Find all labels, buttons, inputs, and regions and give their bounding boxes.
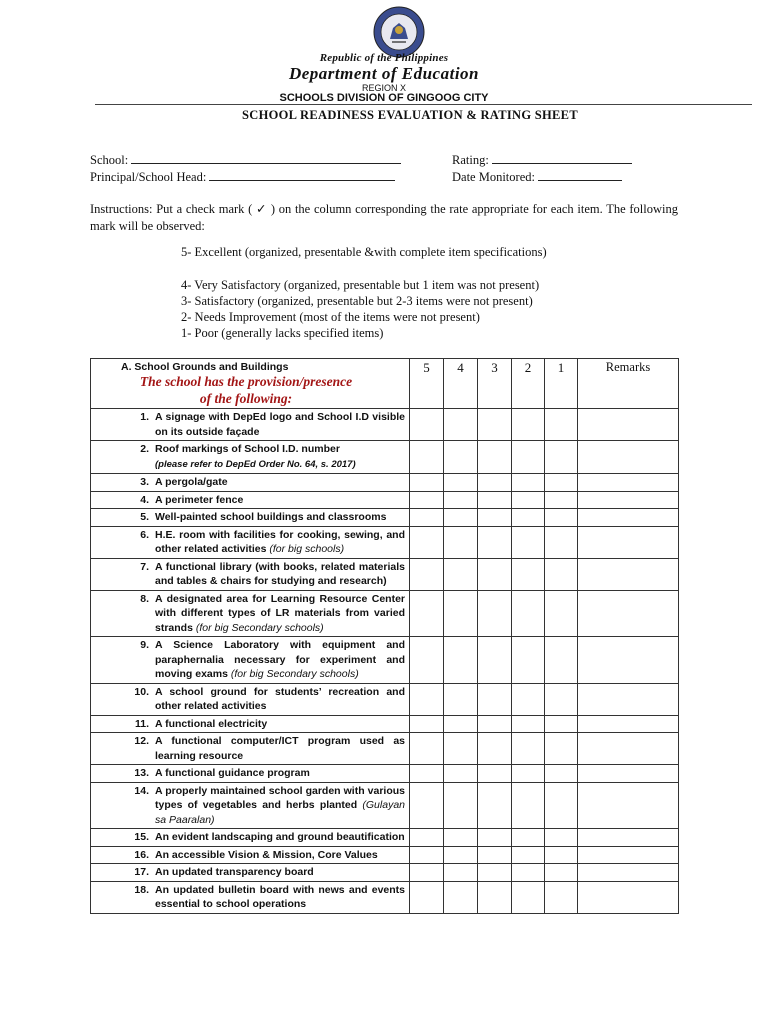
item-label: A functional guidance program	[155, 767, 310, 779]
remarks-cell[interactable]	[578, 409, 679, 441]
rating-cell-1[interactable]	[545, 829, 578, 847]
rating-cell-3[interactable]	[478, 683, 512, 715]
region-heading: REGION X	[361, 83, 406, 93]
item-text	[91, 441, 409, 473]
section-subtitle-line2: of the following:	[199, 391, 293, 406]
item-text	[91, 509, 409, 526]
rating-cell-1[interactable]	[545, 637, 578, 684]
instructions-text: Instructions: Put a check mark ( ✓ ) on the column corresponding the rate appropriate for each item. The following mark will be observed:	[90, 202, 678, 233]
rating-cell-1[interactable]	[545, 441, 578, 474]
rating-cell-4[interactable]	[444, 637, 478, 684]
item-description	[155, 685, 405, 714]
item-text	[91, 765, 409, 782]
rating-cell-2[interactable]	[512, 509, 545, 527]
rating-cell-2[interactable]	[512, 474, 545, 492]
rating-cell-1[interactable]	[545, 474, 578, 492]
rating-cell-5[interactable]	[410, 715, 444, 733]
item-number: 11.	[134, 717, 149, 730]
rating-cell-1[interactable]	[545, 590, 578, 637]
item-description	[155, 560, 405, 589]
remarks-cell[interactable]	[578, 829, 679, 847]
item-description	[155, 510, 405, 525]
rating-cell-4[interactable]	[444, 782, 478, 829]
table-row	[91, 683, 679, 715]
remarks-cell[interactable]	[578, 590, 679, 637]
rating-cell-1[interactable]	[545, 765, 578, 783]
item-text	[91, 492, 409, 509]
rating-cell-3[interactable]	[478, 715, 512, 733]
item-note: (please refer to DepEd Order No. 64, s. 2017)	[155, 458, 356, 470]
col-header-remarks: Remarks	[578, 359, 679, 409]
rating-cell-2[interactable]	[512, 491, 545, 509]
table-row	[91, 715, 679, 733]
item-description	[155, 592, 405, 636]
item-description	[155, 883, 405, 912]
table-row	[91, 765, 679, 783]
rating-cell-1[interactable]	[545, 881, 578, 913]
item-text	[91, 559, 409, 590]
table-row	[91, 829, 679, 847]
item-text	[91, 864, 409, 881]
item-number: 16.	[134, 848, 149, 861]
rating-cell-2[interactable]	[512, 864, 545, 882]
table-header-row	[91, 359, 679, 409]
rating-cell-5[interactable]	[410, 782, 444, 829]
rating-cell-1[interactable]	[545, 509, 578, 527]
item-description	[155, 717, 405, 732]
item-text	[91, 733, 409, 764]
col-header-1: 1	[545, 359, 578, 409]
col-header-4: 4	[444, 359, 478, 409]
section-header-cell	[91, 359, 410, 409]
table-row	[91, 409, 679, 441]
item-number: 9.	[140, 639, 149, 651]
item-note: (for big schools)	[269, 543, 345, 555]
item-text	[91, 637, 409, 683]
rating-cell-1[interactable]	[545, 846, 578, 864]
rating-cell-5[interactable]	[410, 765, 444, 783]
rating-cell-4[interactable]	[444, 846, 478, 864]
remarks-cell[interactable]	[578, 558, 679, 590]
scale-poor: 1- Poor (generally lacks specified items)	[181, 326, 384, 340]
item-description	[155, 830, 405, 845]
table-row	[91, 526, 679, 558]
rating-cell-1[interactable]	[545, 526, 578, 558]
col-header-5: 5	[410, 359, 444, 409]
rating-cell-5[interactable]	[410, 683, 444, 715]
item-cell	[91, 846, 410, 864]
rating-cell-4[interactable]	[444, 474, 478, 492]
rating-cell-3[interactable]	[478, 846, 512, 864]
item-cell	[91, 765, 410, 783]
item-number: 18.	[134, 883, 149, 896]
rating-cell-4[interactable]	[444, 733, 478, 765]
item-number: 2.	[140, 443, 149, 455]
rating-cell-2[interactable]	[512, 683, 545, 715]
item-text	[91, 829, 409, 846]
rating-cell-1[interactable]	[545, 733, 578, 765]
item-cell	[91, 683, 410, 715]
item-description	[155, 638, 405, 682]
remarks-cell[interactable]	[578, 637, 679, 684]
item-text	[91, 591, 409, 637]
rating-cell-2[interactable]	[512, 637, 545, 684]
rating-cell-4[interactable]	[444, 765, 478, 783]
col-header-3: 3	[478, 359, 512, 409]
rating-cell-5[interactable]	[410, 474, 444, 492]
rating-blank[interactable]	[492, 152, 632, 164]
rating-cell-3[interactable]	[478, 474, 512, 492]
col-header-2: 2	[512, 359, 545, 409]
item-note: (for big Secondary schools)	[230, 668, 359, 680]
rating-cell-5[interactable]	[410, 846, 444, 864]
item-cell	[91, 491, 410, 509]
rating-cell-1[interactable]	[545, 864, 578, 882]
rating-cell-3[interactable]	[478, 765, 512, 783]
table-row	[91, 590, 679, 637]
rating-cell-4[interactable]	[444, 864, 478, 882]
rating-cell-2[interactable]	[512, 441, 545, 474]
rating-cell-3[interactable]	[478, 509, 512, 527]
school-blank[interactable]	[131, 152, 401, 164]
rating-cell-5[interactable]	[410, 441, 444, 474]
item-number: 17.	[134, 866, 149, 878]
rating-cell-1[interactable]	[545, 409, 578, 441]
item-text	[91, 783, 409, 829]
item-description	[155, 493, 405, 508]
item-description	[155, 766, 405, 781]
item-label: An updated bulletin board with news and events essential to school operations	[155, 883, 405, 910]
item-number: 6.	[140, 528, 149, 541]
table-row	[91, 558, 679, 590]
rating-cell-3[interactable]	[478, 491, 512, 509]
rating-cell-3[interactable]	[478, 441, 512, 474]
rating-cell-3[interactable]	[478, 829, 512, 847]
item-description	[155, 410, 405, 439]
item-description	[155, 784, 405, 828]
item-text	[91, 847, 409, 864]
remarks-cell[interactable]	[578, 526, 679, 558]
remarks-cell[interactable]	[578, 683, 679, 715]
rating-table	[90, 358, 679, 914]
item-cell	[91, 526, 410, 558]
rating-cell-2[interactable]	[512, 881, 545, 913]
scale-very-satisfactory: 4- Very Satisfactory (organized, presentable but 1 item was not present)	[181, 278, 540, 292]
rating-cell-2[interactable]	[512, 526, 545, 558]
rating-cell-5[interactable]	[410, 409, 444, 441]
rating-cell-2[interactable]	[512, 409, 545, 441]
item-cell	[91, 829, 410, 847]
department-heading: Department of Education	[288, 64, 479, 83]
rating-cell-4[interactable]	[444, 683, 478, 715]
item-label: An accessible Vision & Mission, Core Values	[155, 848, 378, 861]
item-number: 15.	[134, 831, 149, 843]
principal-label: Principal/School Head:	[90, 170, 207, 184]
item-number: 3.	[140, 476, 149, 488]
rating-cell-2[interactable]	[512, 590, 545, 637]
rating-cell-2[interactable]	[512, 829, 545, 847]
rating-cell-5[interactable]	[410, 558, 444, 590]
rating-cell-3[interactable]	[478, 409, 512, 441]
rating-cell-4[interactable]	[444, 590, 478, 637]
item-description	[155, 475, 405, 490]
header-divider	[95, 104, 752, 105]
item-label: A functional library (with books, related materials and tables & chairs for studying and research)	[155, 560, 405, 587]
item-cell	[91, 782, 410, 829]
rating-cell-1[interactable]	[545, 558, 578, 590]
item-label: Well-painted school buildings and classrooms	[155, 511, 387, 523]
item-number: 10.	[134, 685, 149, 698]
item-number: 8.	[140, 592, 149, 605]
republic-heading: Republic of the Philippines	[319, 52, 449, 64]
item-label: A designated area for Learning Resource Center with different types of LR materials from varied strands	[155, 592, 405, 634]
rating-cell-3[interactable]	[478, 526, 512, 558]
item-cell	[91, 441, 410, 474]
rating-cell-4[interactable]	[444, 409, 478, 441]
item-label: A pergola/gate	[155, 476, 228, 488]
remarks-cell[interactable]	[578, 733, 679, 765]
item-number: 7.	[140, 560, 149, 573]
rating-cell-3[interactable]	[478, 733, 512, 765]
scale-needs-improvement: 2- Needs Improvement (most of the items were not present)	[181, 310, 480, 324]
rating-cell-5[interactable]	[410, 590, 444, 637]
rating-cell-4[interactable]	[444, 829, 478, 847]
item-label: An evident landscaping and ground beautification	[155, 831, 405, 843]
item-number: 14.	[134, 784, 149, 797]
rating-cell-2[interactable]	[512, 558, 545, 590]
table-row	[91, 782, 679, 829]
item-label: A properly maintained school garden with various types of vegetables and herbs planted	[155, 784, 405, 811]
principal-field	[90, 169, 395, 185]
rating-cell-5[interactable]	[410, 829, 444, 847]
rating-cell-4[interactable]	[444, 509, 478, 527]
rating-cell-4[interactable]	[444, 526, 478, 558]
rating-cell-1[interactable]	[545, 782, 578, 829]
table-row	[91, 474, 679, 492]
item-note: (for big Secondary schools)	[195, 621, 324, 634]
rating-cell-5[interactable]	[410, 733, 444, 765]
item-number: 4.	[140, 493, 149, 506]
remarks-cell[interactable]	[578, 864, 679, 882]
item-cell	[91, 590, 410, 637]
item-description	[155, 848, 405, 863]
rating-cell-2[interactable]	[512, 715, 545, 733]
rating-cell-5[interactable]	[410, 637, 444, 684]
item-number: 12.	[134, 735, 149, 747]
item-label: Roof markings of School I.D. number	[155, 443, 340, 455]
item-label: A functional electricity	[155, 717, 268, 730]
item-cell	[91, 509, 410, 527]
rating-cell-4[interactable]	[444, 441, 478, 474]
date-blank[interactable]	[538, 169, 622, 181]
item-label: A school ground for students’ recreation and other related activities	[155, 685, 405, 712]
item-description	[155, 865, 405, 880]
table-row	[91, 441, 679, 474]
table-row	[91, 733, 679, 765]
item-cell	[91, 881, 410, 913]
item-text	[91, 684, 409, 715]
rating-cell-5[interactable]	[410, 491, 444, 509]
item-label: A signage with DepEd logo and School I.D visible on its outside façade	[155, 411, 405, 438]
table-row	[91, 846, 679, 864]
item-label: H.E. room with facilities for cooking, sewing, and other related activities	[155, 528, 405, 555]
rating-cell-4[interactable]	[444, 558, 478, 590]
rating-cell-3[interactable]	[478, 881, 512, 913]
remarks-cell[interactable]	[578, 782, 679, 829]
table-row	[91, 509, 679, 527]
item-text	[91, 527, 409, 558]
remarks-cell[interactable]	[578, 491, 679, 509]
rating-cell-2[interactable]	[512, 846, 545, 864]
remarks-cell[interactable]	[578, 441, 679, 474]
remarks-cell[interactable]	[578, 474, 679, 492]
rating-cell-1[interactable]	[545, 491, 578, 509]
item-label: A Science Laboratory with equipment and paraphernalia necessary for experiment and moving exams	[155, 639, 405, 680]
item-description	[155, 734, 405, 763]
rating-cell-5[interactable]	[410, 526, 444, 558]
page-title: SCHOOL READINESS EVALUATION & RATING SHEET	[242, 108, 578, 122]
remarks-cell[interactable]	[578, 509, 679, 527]
rating-cell-3[interactable]	[478, 782, 512, 829]
remarks-cell[interactable]	[578, 881, 679, 913]
table-row	[91, 864, 679, 882]
school-label: School:	[90, 153, 129, 167]
principal-blank[interactable]	[209, 169, 395, 181]
table-row	[91, 491, 679, 509]
item-note: (Gulayan sa Paaralan)	[155, 799, 405, 826]
date-field	[452, 169, 622, 185]
remarks-cell[interactable]	[578, 765, 679, 783]
rating-field	[452, 152, 632, 168]
rating-cell-5[interactable]	[410, 881, 444, 913]
item-cell	[91, 637, 410, 684]
rating-cell-3[interactable]	[478, 590, 512, 637]
item-cell	[91, 558, 410, 590]
rating-cell-4[interactable]	[444, 881, 478, 913]
table-row	[91, 637, 679, 684]
item-text	[91, 409, 409, 440]
item-label: A functional computer/ICT program used as learning resource	[155, 735, 405, 762]
rating-cell-3[interactable]	[478, 864, 512, 882]
rating-cell-2[interactable]	[512, 733, 545, 765]
rating-cell-3[interactable]	[478, 558, 512, 590]
item-cell	[91, 715, 410, 733]
rating-cell-3[interactable]	[478, 637, 512, 684]
rating-cell-5[interactable]	[410, 864, 444, 882]
rating-cell-2[interactable]	[512, 765, 545, 783]
scale-satisfactory: 3- Satisfactory (organized, presentable but 2-3 items were not present)	[181, 294, 533, 308]
scale-excellent: 5- Excellent (organized, presentable &with complete item specifications)	[181, 245, 547, 259]
item-description	[155, 528, 405, 557]
item-number: 13.	[134, 767, 149, 779]
item-cell	[91, 474, 410, 492]
remarks-cell[interactable]	[578, 715, 679, 733]
item-number: 5.	[140, 511, 149, 523]
item-cell	[91, 864, 410, 882]
rating-cell-4[interactable]	[444, 491, 478, 509]
item-number: 1.	[140, 411, 149, 423]
item-text	[91, 882, 409, 913]
rating-cell-5[interactable]	[410, 509, 444, 527]
deped-seal-icon	[367, 6, 431, 58]
school-field	[90, 152, 401, 168]
section-heading: A. School Grounds and Buildings	[121, 361, 289, 373]
rating-label: Rating:	[452, 153, 489, 167]
rating-cell-1[interactable]	[545, 683, 578, 715]
item-label: An updated transparency board	[155, 866, 314, 878]
item-cell	[91, 409, 410, 441]
rating-cell-4[interactable]	[444, 715, 478, 733]
item-cell	[91, 733, 410, 765]
table-row	[91, 881, 679, 913]
rating-cell-2[interactable]	[512, 782, 545, 829]
item-description	[155, 442, 405, 472]
rating-cell-1[interactable]	[545, 715, 578, 733]
item-text	[91, 474, 409, 491]
date-label: Date Monitored:	[452, 170, 535, 184]
item-text	[91, 716, 409, 733]
remarks-cell[interactable]	[578, 846, 679, 864]
division-heading: SCHOOLS DIVISION OF GINGOOG CITY	[279, 92, 489, 104]
item-label: A perimeter fence	[155, 493, 244, 506]
section-subtitle-line1: The school has the provision/presence	[139, 374, 353, 389]
